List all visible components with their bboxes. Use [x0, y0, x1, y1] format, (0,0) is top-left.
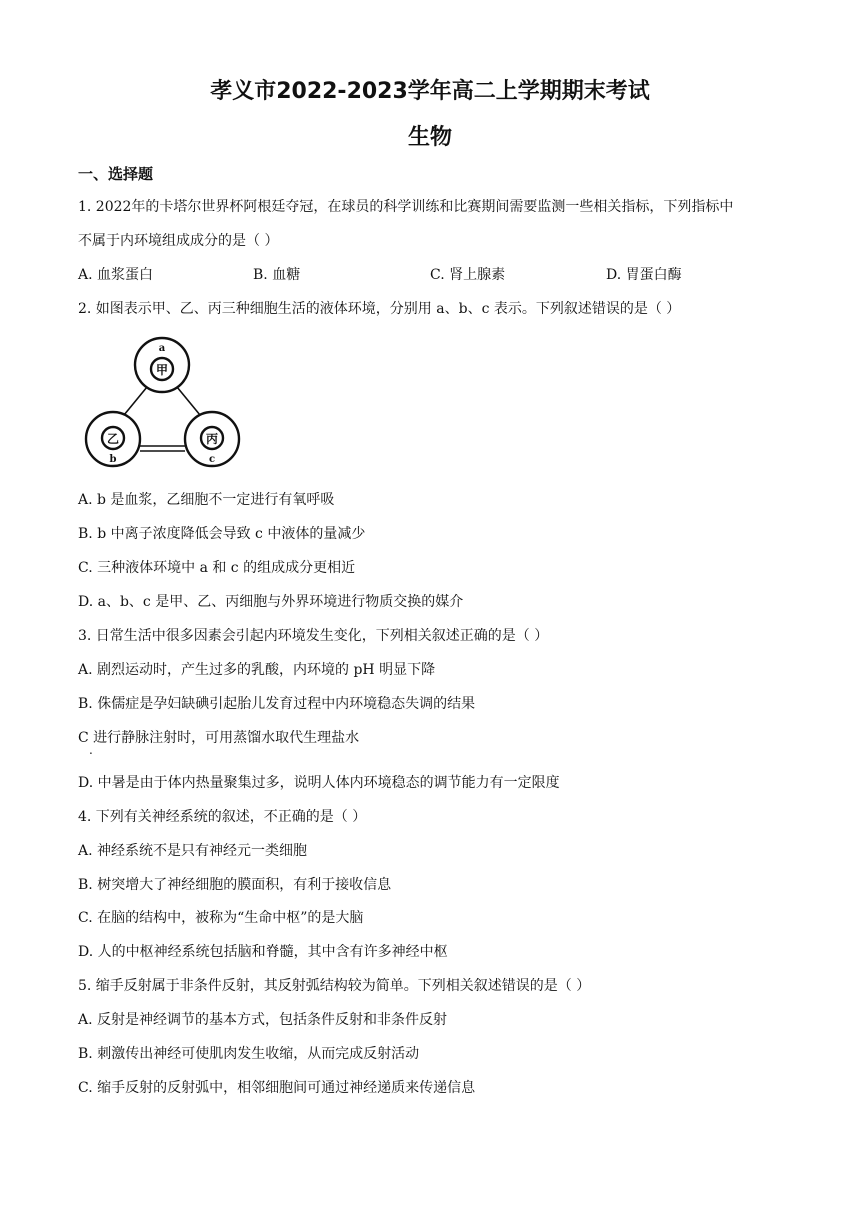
exam-title: 孝义市2022-2023学年高二上学期期末考试 [210, 79, 650, 104]
q1-stem-line1: 1. 2022年的卡塔尔世界杯阿根廷夺冠，在球员的科学训练和比赛期间需要监测一些相关指标，下列指标中 [78, 199, 734, 215]
label-b: b [109, 454, 117, 465]
q1-option-b: B. 血糖 [253, 267, 301, 283]
q4-option-c: C. 在脑的结构中，被称为“生命中枢”的是大脑 [78, 910, 364, 926]
q1-option-a: A. 血浆蛋白 [78, 267, 154, 283]
q4-stem: 4. 下列有关神经系统的叙述，不正确的是（ ） [78, 809, 367, 825]
q3-option-a: A. 剧烈运动时，产生过多的乳酸，内环境的 pH 明显下降 [78, 662, 436, 678]
q4-option-a: A. 神经系统不是只有神经元一类细胞 [78, 843, 308, 859]
q4-option-b: B. 树突增大了神经细胞的膜面积，有利于接收信息 [78, 877, 392, 893]
q3-stem: 3. 日常生活中很多因素会引起内环境发生变化，下列相关叙述正确的是（ ） [78, 628, 549, 644]
link-a-b [124, 387, 147, 415]
label-yi: 乙 [106, 432, 120, 446]
q1-option-d: D. 胃蛋白酶 [606, 267, 682, 283]
q2-stem: 2. 如图表示甲、乙、丙三种细胞生活的液体环境，分别用 a、b、c 表示。下列叙述错误的是（ ） [78, 301, 681, 317]
body-fluid-diagram [80, 334, 245, 474]
label-c: c [208, 454, 216, 465]
q3-stray-dot: . [89, 743, 93, 757]
q3-option-b: B. 侏儒症是孕妇缺碘引起胎儿发育过程中内环境稳态失调的结果 [78, 696, 476, 712]
q2-option-c: C. 三种液体环境中 a 和 c 的组成成分更相近 [78, 560, 356, 576]
q2-option-b: B. b 中离子浓度降低会导致 c 中液体的量减少 [78, 526, 366, 542]
q5-option-a: A. 反射是神经调节的基本方式，包括条件反射和非条件反射 [78, 1012, 448, 1028]
q2-option-a: A. b 是血浆，乙细胞不一定进行有氧呼吸 [78, 492, 335, 508]
q3-option-d: D. 中暑是由于体内热量聚集过多，说明人体内环境稳态的调节能力有一定限度 [78, 775, 560, 791]
q5-stem: 5. 缩手反射属于非条件反射，其反射弧结构较为简单。下列相关叙述错误的是（ ） [78, 978, 591, 994]
link-a-c [177, 387, 200, 415]
q5-option-c: C. 缩手反射的反射弧中，相邻细胞间可通过神经递质来传递信息 [78, 1080, 476, 1096]
q1-option-c: C. 肾上腺素 [430, 267, 506, 283]
q1-stem-line2: 不属于内环境组成成分的是（ ） [78, 233, 279, 249]
exam-subject: 生物 [407, 125, 452, 150]
label-bing: 丙 [205, 432, 219, 446]
label-jia: 甲 [155, 363, 169, 377]
label-a: a [158, 343, 166, 354]
section-heading: 一、选择题 [78, 165, 154, 183]
q2-option-d: D. a、b、c 是甲、乙、丙细胞与外界环境进行物质交换的媒介 [78, 594, 464, 610]
q3-option-c: C 进行静脉注射时，可用蒸馏水取代生理盐水 [78, 730, 360, 746]
q5-option-b: B. 刺激传出神经可使肌肉发生收缩，从而完成反射活动 [78, 1046, 420, 1062]
q4-option-d: D. 人的中枢神经系统包括脑和脊髓，其中含有许多神经中枢 [78, 944, 448, 960]
